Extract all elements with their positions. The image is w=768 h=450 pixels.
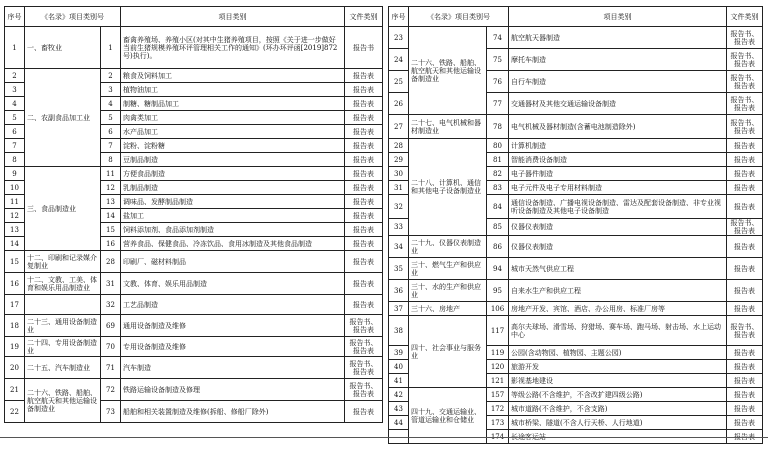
project-item-cell: 肉禽类加工	[121, 111, 345, 125]
directory-number-cell: 119	[487, 346, 509, 360]
directory-number-cell: 71	[101, 357, 121, 379]
category-cell: 二十四、专用设备制造业	[25, 337, 101, 357]
header-project-category: 项目类别	[121, 7, 345, 27]
right-table-panel	[388, 6, 762, 444]
file-type-cell: 报告表	[727, 258, 763, 280]
table-row	[5, 69, 383, 83]
file-type-cell: 报告表	[345, 167, 383, 181]
project-item-cell: 城市道路(不含维护，不含支路)	[509, 402, 727, 416]
category-cell: 十二、印刷和记录媒介复制业	[25, 251, 101, 273]
bottom-rule	[0, 437, 768, 438]
file-type-cell: 报告书、报告表	[727, 27, 763, 49]
header-row	[5, 7, 383, 27]
project-item-cell: 通用设备制造及维修	[121, 315, 345, 337]
file-type-cell: 报告表	[727, 236, 763, 258]
file-type-cell: 报告书、报告表	[727, 49, 763, 71]
category-cell: 二十八、计算机、通信和其他电子设备制造业	[409, 139, 487, 236]
seq-cell: 1	[5, 27, 25, 69]
file-type-cell: 报告表	[345, 139, 383, 153]
project-item-cell: 印刷厂、磁材料制品	[121, 251, 345, 273]
category-cell: 三、食品制造业	[25, 167, 101, 251]
project-item-cell: 乳制品制造	[121, 181, 345, 195]
directory-number-cell: 16	[101, 237, 121, 251]
project-item-cell: 航空航天器制造	[509, 27, 727, 49]
category-cell: 二十六、铁路、船舶、航空航天和其他运输设备制造业	[409, 27, 487, 115]
seq-cell: 43	[389, 402, 409, 416]
seq-cell: 14	[5, 237, 25, 251]
directory-number-cell: 75	[487, 49, 509, 71]
right-table	[388, 6, 763, 444]
file-type-cell: 报告书、报告表	[727, 71, 763, 93]
seq-cell: 9	[5, 167, 25, 181]
directory-number-cell: 2	[101, 69, 121, 83]
table-row	[389, 280, 763, 302]
directory-number-cell: 77	[487, 93, 509, 115]
category-cell: 三十、水的生产和供应业	[409, 280, 487, 302]
directory-number-cell: 31	[101, 273, 121, 295]
file-type-cell: 报告表	[345, 209, 383, 223]
directory-number-cell: 76	[487, 71, 509, 93]
directory-number-cell: 8	[101, 153, 121, 167]
header-project-category: 项目类别	[509, 7, 727, 27]
table-row	[389, 316, 763, 346]
project-item-cell: 通信设备制造、广播电视设备制造、雷达及配套设备制造、非专业视听设备制造及其他电子设备制造	[509, 195, 727, 219]
directory-number-cell: 173	[487, 416, 509, 430]
seq-cell: 27	[389, 115, 409, 139]
table-row	[389, 115, 763, 139]
project-item-cell: 智能消费设备制造	[509, 153, 727, 167]
table-row	[389, 388, 763, 402]
left-table-panel	[4, 6, 382, 423]
file-type-cell: 报告表	[345, 83, 383, 97]
file-type-cell: 报告书、报告表	[727, 115, 763, 139]
file-type-cell: 报告表	[345, 237, 383, 251]
project-item-cell: 盐加工	[121, 209, 345, 223]
directory-number-cell: 7	[101, 139, 121, 153]
file-type-cell: 报告表	[727, 374, 763, 388]
file-type-cell: 报告表	[727, 402, 763, 416]
directory-number-cell: 172	[487, 402, 509, 416]
seq-cell: 18	[5, 315, 25, 337]
file-type-cell: 报告书、报告表	[345, 357, 383, 379]
file-type-cell: 报告表	[345, 97, 383, 111]
file-type-cell: 报告表	[345, 223, 383, 237]
file-type-cell: 报告表	[727, 139, 763, 153]
project-item-cell: 畜禽养殖场、养殖小区(对其中生猪养殖项目，按照《关于进一步做好当前生猪规模养殖环评管理相关工作的通知》(环办环评函[2019]872号)执行)。	[121, 27, 345, 69]
directory-number-cell: 74	[487, 27, 509, 49]
file-type-cell: 报告书	[345, 27, 383, 69]
directory-number-cell: 12	[101, 181, 121, 195]
file-type-cell: 报告书、报告表	[727, 93, 763, 115]
seq-cell: 35	[389, 258, 409, 280]
category-cell: 二、农副食品加工业	[25, 69, 101, 167]
project-item-cell: 饲料添加剂、食品添加剂制造	[121, 223, 345, 237]
seq-cell: 37	[389, 302, 409, 316]
seq-cell: 11	[5, 195, 25, 209]
seq-cell: 20	[5, 357, 25, 379]
seq-cell: 6	[5, 125, 25, 139]
file-type-cell: 报告表	[345, 251, 383, 273]
seq-cell: 4	[5, 97, 25, 111]
file-type-cell: 报告书、报告表	[727, 316, 763, 346]
directory-number-cell: 78	[487, 115, 509, 139]
directory-number-cell: 82	[487, 167, 509, 181]
seq-cell: 2	[5, 69, 25, 83]
table-row	[5, 295, 383, 315]
seq-cell: 29	[389, 153, 409, 167]
project-item-cell: 计算机制造	[509, 139, 727, 153]
directory-number-cell: 117	[487, 316, 509, 346]
project-item-cell: 调味品、发酵制品制造	[121, 195, 345, 209]
directory-number-cell: 5	[101, 111, 121, 125]
table-row	[5, 337, 383, 357]
category-cell: 三十六、房地产	[409, 302, 487, 316]
directory-number-cell: 94	[487, 258, 509, 280]
left-table	[4, 6, 383, 423]
seq-cell: 25	[389, 71, 409, 93]
header-seq: 序号	[389, 7, 409, 27]
directory-number-cell: 86	[487, 236, 509, 258]
category-cell: 二十六、铁路、船舶、航空航天和其他运输设备制造业	[25, 379, 101, 423]
category-cell: 四十、社会事业与服务业	[409, 316, 487, 388]
file-type-cell: 报告书、报告表	[727, 219, 763, 236]
seq-cell: 32	[389, 195, 409, 219]
seq-cell: 40	[389, 360, 409, 374]
seq-cell: 16	[5, 273, 25, 295]
directory-number-cell: 28	[101, 251, 121, 273]
project-item-cell: 专用设备制造及维修	[121, 337, 345, 357]
project-item-cell: 仪器仪表制造	[509, 236, 727, 258]
project-item-cell: 豆制品制造	[121, 153, 345, 167]
directory-number-cell: 120	[487, 360, 509, 374]
project-item-cell: 高尔夫球场、滑雪场、狩猎场、赛车场、跑马场、射击场、水上运动中心	[509, 316, 727, 346]
seq-cell: 38	[389, 316, 409, 346]
seq-cell: 41	[389, 374, 409, 388]
seq-cell: 8	[5, 153, 25, 167]
project-item-cell: 植物油加工	[121, 83, 345, 97]
directory-number-cell: 11	[101, 167, 121, 181]
file-type-cell: 报告表	[727, 280, 763, 302]
project-item-cell: 房地产开发、宾馆、酒店、办公用房、标准厂房等	[509, 302, 727, 316]
file-type-cell: 报告表	[345, 273, 383, 295]
category-cell: 二十五、汽车制造业	[25, 357, 101, 379]
project-item-cell: 城市天然气供应工程	[509, 258, 727, 280]
project-item-cell: 文教、体育、娱乐用品制造	[121, 273, 345, 295]
directory-number-cell: 32	[101, 295, 121, 315]
file-type-cell: 报告表	[345, 401, 383, 423]
project-item-cell: 等级公路(不含维护，不含改扩建四级公路)	[509, 388, 727, 402]
project-item-cell: 公园(含动物园、植物园、主题公园)	[509, 346, 727, 360]
file-type-cell: 报告表	[727, 195, 763, 219]
directory-number-cell: 15	[101, 223, 121, 237]
table-row	[389, 236, 763, 258]
directory-number-cell: 81	[487, 153, 509, 167]
project-item-cell: 水产品加工	[121, 125, 345, 139]
project-item-cell: 电子器件制造	[509, 167, 727, 181]
directory-number-cell: 95	[487, 280, 509, 302]
directory-number-cell: 13	[101, 195, 121, 209]
seq-cell: 33	[389, 219, 409, 236]
category-cell: 二十七、电气机械和器材制造业	[409, 115, 487, 139]
directory-number-cell: 14	[101, 209, 121, 223]
file-type-cell: 报告表	[727, 153, 763, 167]
project-item-cell: 影视基地建设	[509, 374, 727, 388]
seq-cell: 5	[5, 111, 25, 125]
header-directory-seq: 《名录》项目类别号	[409, 7, 509, 27]
directory-number-cell: 69	[101, 315, 121, 337]
directory-number-cell: 106	[487, 302, 509, 316]
seq-cell: 34	[389, 236, 409, 258]
file-type-cell: 报告表	[345, 153, 383, 167]
file-type-cell: 报告表	[345, 195, 383, 209]
project-item-cell: 自行车制造	[509, 71, 727, 93]
project-item-cell: 汽车制造	[121, 357, 345, 379]
table-row	[5, 251, 383, 273]
project-item-cell: 铁路运输设备制造及修理	[121, 379, 345, 401]
seq-cell: 17	[5, 295, 25, 315]
project-item-cell: 工艺品制造	[121, 295, 345, 315]
project-item-cell: 制糖、糖制品加工	[121, 97, 345, 111]
project-item-cell: 船舶和相关装置制造及维修(拆船、修船厂除外)	[121, 401, 345, 423]
project-item-cell: 淀粉、淀粉糖	[121, 139, 345, 153]
category-cell: 三十、燃气生产和供应业	[409, 258, 487, 280]
seq-cell: 23	[389, 27, 409, 49]
seq-cell: 26	[389, 93, 409, 115]
project-item-cell: 电子元件及电子专用材料制造	[509, 181, 727, 195]
file-type-cell: 报告表	[727, 167, 763, 181]
file-type-cell: 报告书、报告表	[345, 315, 383, 337]
seq-cell: 30	[389, 167, 409, 181]
project-item-cell: 旅游开发	[509, 360, 727, 374]
file-type-cell: 报告表	[727, 360, 763, 374]
seq-cell: 42	[389, 388, 409, 402]
table-row	[5, 273, 383, 295]
project-item-cell: 摩托车制造	[509, 49, 727, 71]
seq-cell: 12	[5, 209, 25, 223]
seq-cell: 36	[389, 280, 409, 302]
project-item-cell: 城市桥梁、隧道(不含人行天桥、人行地道)	[509, 416, 727, 430]
directory-number-cell: 84	[487, 195, 509, 219]
table-row	[5, 357, 383, 379]
header-file-type: 文件类别	[345, 7, 383, 27]
table-row	[5, 27, 383, 69]
seq-cell: 15	[5, 251, 25, 273]
directory-number-cell: 80	[487, 139, 509, 153]
seq-cell: 39	[389, 346, 409, 360]
seq-cell: 13	[5, 223, 25, 237]
directory-number-cell: 85	[487, 219, 509, 236]
seq-cell: 10	[5, 181, 25, 195]
table-row	[389, 139, 763, 153]
seq-cell: 28	[389, 139, 409, 153]
table-row	[389, 27, 763, 49]
table-row	[5, 379, 383, 401]
file-type-cell: 报告表	[727, 416, 763, 430]
file-type-cell: 报告表	[345, 295, 383, 315]
project-item-cell: 自来水生产和供应工程	[509, 280, 727, 302]
file-type-cell: 报告表	[727, 302, 763, 316]
table-row	[5, 315, 383, 337]
project-item-cell: 电气机械及器材制造(含蓄电池制造除外)	[509, 115, 727, 139]
directory-number-cell: 6	[101, 125, 121, 139]
category-cell: 四十九、交通运输业、管道运输业和仓储业	[409, 388, 487, 444]
category-cell: 二十九、仪器仪表制造业	[409, 236, 487, 258]
file-type-cell: 报告表	[727, 388, 763, 402]
file-type-cell: 报告表	[345, 181, 383, 195]
directory-number-cell: 1	[101, 27, 121, 69]
header-row	[389, 7, 763, 27]
seq-cell: 7	[5, 139, 25, 153]
directory-number-cell: 70	[101, 337, 121, 357]
seq-cell: 3	[5, 83, 25, 97]
file-type-cell: 报告书、报告表	[345, 337, 383, 357]
file-type-cell: 报告表	[727, 181, 763, 195]
table-row	[389, 302, 763, 316]
table-row	[5, 167, 383, 181]
file-type-cell: 报告表	[345, 69, 383, 83]
seq-cell: 19	[5, 337, 25, 357]
seq-cell: 21	[5, 379, 25, 401]
directory-number-cell: 121	[487, 374, 509, 388]
table-row	[389, 258, 763, 280]
file-type-cell: 报告表	[345, 125, 383, 139]
file-type-cell: 报告书、报告表	[345, 379, 383, 401]
seq-cell: 31	[389, 181, 409, 195]
header-directory-seq: 《名录》项目类别号	[25, 7, 121, 27]
category-cell: 二十三、通用设备制造业	[25, 315, 101, 337]
seq-cell: 44	[389, 416, 409, 430]
category-cell: 十二、文教、工美、体育和娱乐用品制造业	[25, 273, 101, 295]
directory-number-cell: 72	[101, 379, 121, 401]
project-item-cell: 方便食品制造	[121, 167, 345, 181]
seq-cell: 22	[5, 401, 25, 423]
seq-cell: 24	[389, 49, 409, 71]
directory-number-cell: 3	[101, 83, 121, 97]
category-cell	[25, 295, 101, 315]
project-item-cell: 营养食品、保健食品、冷冻饮品、食用冰制造及其他食品制造	[121, 237, 345, 251]
directory-number-cell: 4	[101, 97, 121, 111]
project-item-cell: 交通器材及其他交通运输设备制造	[509, 93, 727, 115]
directory-number-cell: 83	[487, 181, 509, 195]
header-seq: 序号	[5, 7, 25, 27]
project-item-cell: 粮食及饲料加工	[121, 69, 345, 83]
directory-number-cell: 157	[487, 388, 509, 402]
category-cell: 一、畜牧业	[25, 27, 101, 69]
file-type-cell: 报告表	[727, 346, 763, 360]
directory-number-cell: 73	[101, 401, 121, 423]
project-item-cell: 仪器仪表制造	[509, 219, 727, 236]
file-type-cell: 报告表	[345, 111, 383, 125]
header-file-type: 文件类别	[727, 7, 763, 27]
